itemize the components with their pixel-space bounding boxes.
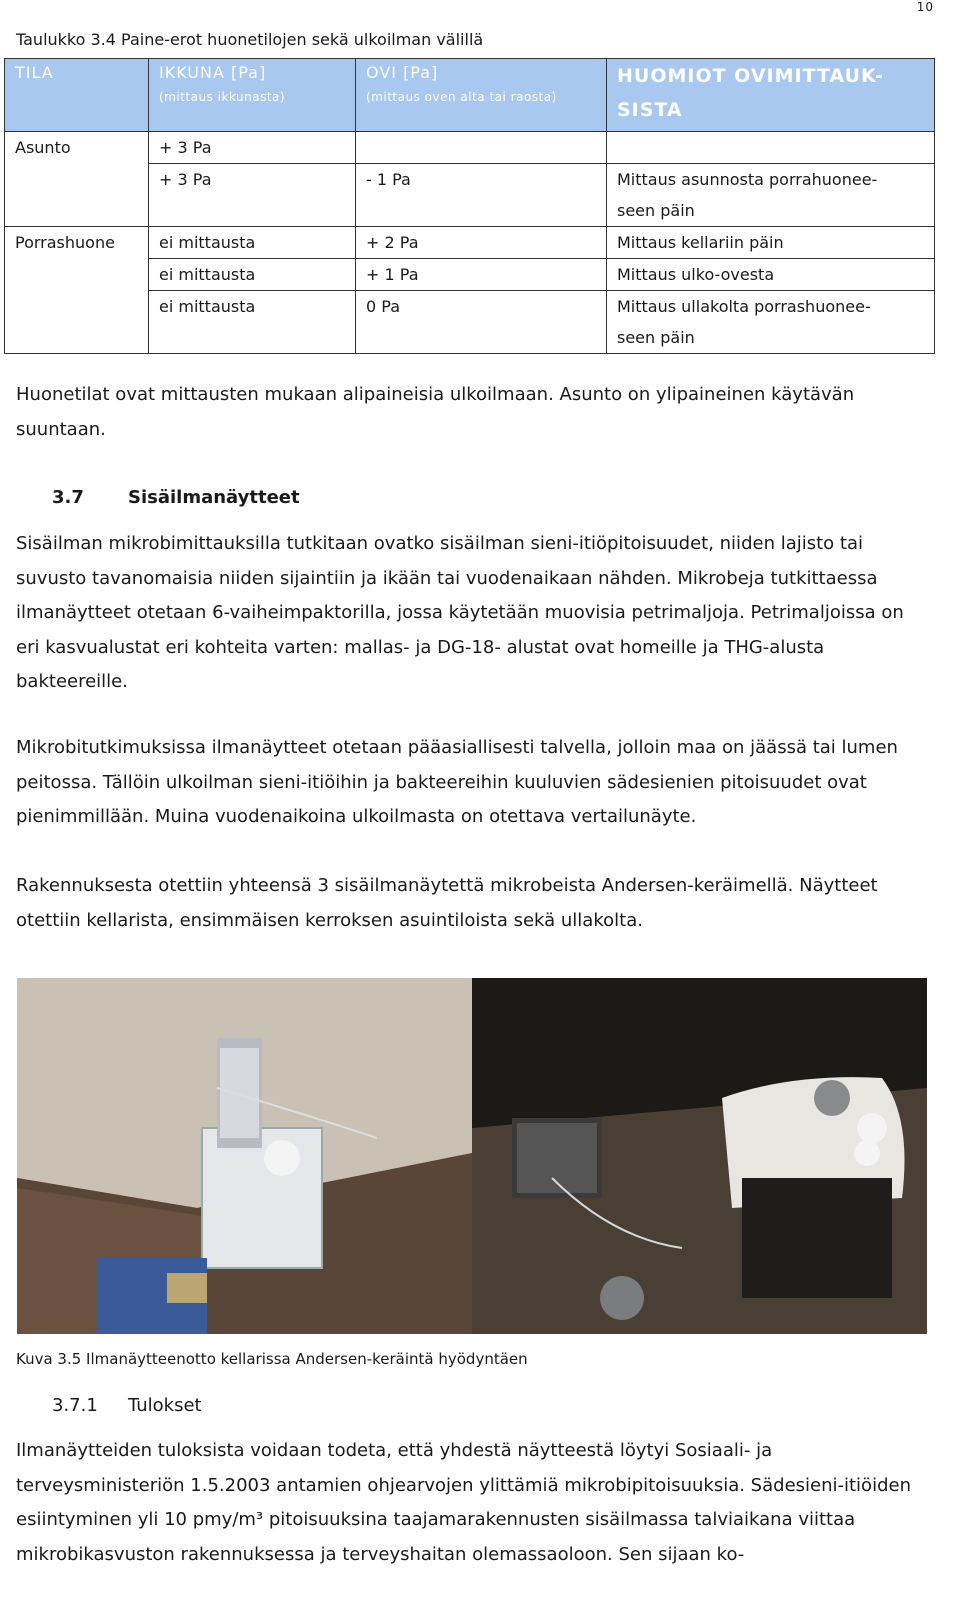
- pressure-difference-table: [4, 58, 935, 354]
- section-title: Tulokset: [128, 1395, 202, 1416]
- table-cell: [5, 322, 149, 354]
- table-cell: + 3 Pa: [149, 164, 356, 196]
- paragraph-2: Mikrobitutkimuksissa ilmanäytteet otetaan pääasiallisesti talvella, jolloin maa on jäässä tai lumen peitossa. Tällöin ulkoilman sieni-itiöihin ja bakteereihin kuuluvien sädesienien pitoisuudet ovat pienimmillään. Muina vuodenaikoina ulkoilmasta on otettava vertailunäyte.: [16, 737, 898, 827]
- table-cell: [149, 195, 356, 227]
- paragraph-4: Ilmanäytteiden tuloksista voidaan todeta, että yhdestä näytteestä löytyi Sosiaali- ja terveysministeriön 1.5.2003 antamien ohjearvojen ylittämiä mikrobipitoisuuksia. Sädesieni-itiöiden esiintyminen yli 10 pmy/m³ pitoisuuksina taajamarakennusten sisäilmassa talviaikana viittaa mikrobikasvuston rakennuksessa ja terveyshaitan olemassaoloon. Sen sijaan ko-: [16, 1440, 911, 1565]
- table-cell: [149, 322, 356, 354]
- table-row: [5, 227, 935, 259]
- table-row: [5, 195, 935, 227]
- table-cell: - 1 Pa: [356, 164, 607, 196]
- table-cell: ei mittausta: [149, 227, 356, 259]
- figure-caption: Kuva 3.5 Ilmanäytteenotto kellarissa Andersen-keräintä hyödyntäen: [16, 1350, 528, 1368]
- table-cell: Porrashuone: [5, 227, 149, 259]
- section-number: 3.7.1: [52, 1395, 98, 1416]
- table-caption: Taulukko 3.4 Paine-erot huonetilojen sekä ulkoilman välillä: [16, 30, 484, 49]
- table-cell: [356, 195, 607, 227]
- table-cell: ei mittausta: [149, 291, 356, 323]
- table-cell: [356, 132, 607, 164]
- table-cell: Mittaus ullakolta porrashuonee-: [607, 291, 935, 323]
- table-cell: seen päin: [607, 322, 935, 354]
- photo-attic-sampler: [472, 978, 927, 1334]
- table-cell: Mittaus ulko-ovesta: [607, 259, 935, 291]
- table-row: [5, 132, 935, 164]
- table-row: [5, 164, 935, 196]
- table-cell: + 3 Pa: [149, 132, 356, 164]
- header-ovi: OVI [Pa] (mittaus oven alta tai raosta): [356, 59, 607, 132]
- table-cell: + 1 Pa: [356, 259, 607, 291]
- section-heading-3-7-1: [52, 1395, 202, 1416]
- table-cell: Asunto: [5, 132, 149, 164]
- table-cell: [5, 291, 149, 323]
- table-cell: Mittaus asunnosta porrahuonee-: [607, 164, 935, 196]
- header-ikkuna: IKKUNA [Pa] (mittaus ikkunasta): [149, 59, 356, 132]
- table-cell: ei mittausta: [149, 259, 356, 291]
- table-cell: [607, 132, 935, 164]
- table-cell: [5, 259, 149, 291]
- table-header-row: [5, 59, 935, 132]
- table-cell: + 2 Pa: [356, 227, 607, 259]
- table-cell: Mittaus kellariin päin: [607, 227, 935, 259]
- table-cell: [356, 322, 607, 354]
- table-row: [5, 322, 935, 354]
- section-title: Sisäilmanäytteet: [128, 487, 300, 508]
- page-number: 10: [916, 0, 934, 14]
- header-huomiot: HUOMIOT OVIMITTAUK-SISTA: [607, 59, 935, 132]
- photo-basement-sampler: [17, 978, 472, 1334]
- table-cell: 0 Pa: [356, 291, 607, 323]
- section-heading-3-7: [52, 487, 300, 508]
- section-number: 3.7: [52, 487, 84, 508]
- paragraph-3: Rakennuksesta otettiin yhteensä 3 sisäilmanäytettä mikrobeista Andersen-keräimellä. Näytteet otettiin kellarista, ensimmäisen kerroksen asuintiloista sekä ullakolta.: [16, 875, 878, 931]
- table-cell: [5, 195, 149, 227]
- table-row: [5, 291, 935, 323]
- table-cell: seen päin: [607, 195, 935, 227]
- paragraph-1: Sisäilman mikrobimittauksilla tutkitaan ovatko sisäilman sieni-itiöpitoisuudet, niiden lajisto tai suvusto tavanomaisia niiden sijaintiin ja ikään tai vuodenaikaan nähden. Mikrobeja tutkittaessa ilmanäytteet otetaan 6-vaiheimpaktorilla, jossa käytetään muovisia petrimaljoja. Petrimaljoissa on eri kasvualustat eri kohteita varten: mallas- ja DG-18- alustat ovat homeille ja THG-alusta bakteereille.: [16, 533, 904, 692]
- table-cell: [5, 164, 149, 196]
- table-row: [5, 259, 935, 291]
- paragraph-after-table: Huonetilat ovat mittausten mukaan alipaineisia ulkoilmaan. Asunto on ylipaineinen käytävän suuntaan.: [16, 384, 855, 440]
- header-tila: TILA: [5, 59, 149, 132]
